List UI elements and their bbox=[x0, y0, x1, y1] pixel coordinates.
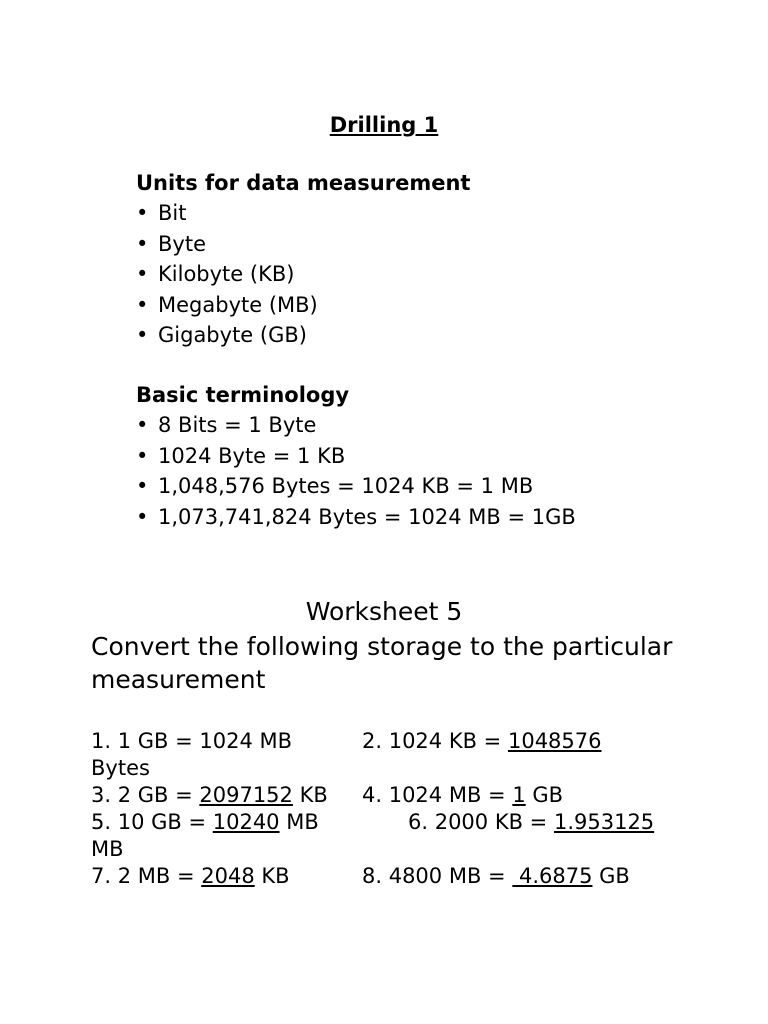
question-1: 1. 1 GB = 1024 MB bbox=[91, 729, 293, 753]
bullet-icon: • bbox=[136, 231, 149, 256]
page-title: Drilling 1 bbox=[329, 113, 439, 137]
bullet-icon: • bbox=[136, 443, 149, 468]
bullet-icon: • bbox=[136, 504, 149, 529]
question-2-unit: Bytes bbox=[91, 756, 150, 780]
list-item-text: Kilobyte (KB) bbox=[158, 262, 295, 286]
question-4: 4. 1024 MB = 1 GB bbox=[362, 783, 564, 807]
answer-value: 1.953125 bbox=[553, 810, 655, 834]
question-2: 2. 1024 KB = 1048576 bbox=[362, 729, 602, 753]
question-8: 8. 4800 MB = 4.6875 GB bbox=[362, 864, 630, 888]
question-5: 5. 10 GB = 10240 MB bbox=[91, 810, 319, 834]
question-6: 6. 2000 KB = 1.953125 bbox=[408, 810, 655, 834]
units-list bbox=[136, 198, 696, 351]
list-item-text: Byte bbox=[158, 231, 206, 256]
units-section bbox=[136, 168, 696, 351]
answer-value: 1 bbox=[512, 783, 526, 807]
list-item bbox=[136, 502, 696, 533]
bullet-icon: • bbox=[136, 201, 149, 225]
list-item-text: 1,048,576 Bytes = 1024 KB = 1 MB bbox=[158, 474, 534, 498]
list-item-text: Bit bbox=[158, 201, 187, 225]
answer-row bbox=[91, 863, 731, 890]
list-item bbox=[136, 471, 696, 502]
list-item bbox=[136, 290, 696, 321]
bullet-icon: • bbox=[136, 323, 149, 347]
list-item-text: Gigabyte (GB) bbox=[158, 323, 307, 347]
list-item-text: 1024 Byte = 1 KB bbox=[158, 443, 346, 468]
answer-grid bbox=[91, 728, 731, 890]
worksheet-instruction: Convert the following storage to the particular measurement bbox=[91, 632, 673, 694]
answer-value: 2048 bbox=[201, 864, 255, 888]
answer-value: 4.6875 bbox=[512, 864, 593, 888]
list-item bbox=[136, 198, 696, 229]
question-6-unit: MB bbox=[91, 837, 124, 861]
list-item bbox=[136, 410, 696, 441]
list-item-text: 1,073,741,824 Bytes = 1024 MB = 1GB bbox=[158, 504, 576, 529]
terminology-section bbox=[136, 380, 696, 532]
list-item bbox=[136, 229, 696, 260]
bullet-icon: • bbox=[136, 292, 149, 317]
answer-row bbox=[91, 809, 731, 863]
list-item bbox=[136, 259, 696, 290]
answer-row bbox=[91, 782, 731, 809]
answer-value: 2097152 bbox=[199, 783, 293, 807]
terminology-heading: Basic terminology bbox=[136, 383, 350, 407]
units-heading: Units for data measurement bbox=[136, 171, 471, 195]
answer-value: 1048576 bbox=[507, 729, 602, 753]
answer-row bbox=[91, 728, 731, 782]
terminology-list bbox=[136, 410, 696, 532]
answer-value: 10240 bbox=[212, 810, 280, 834]
question-7: 7. 2 MB = 2048 KB bbox=[91, 864, 290, 888]
list-item bbox=[136, 320, 696, 351]
list-item-text: Megabyte (MB) bbox=[158, 292, 318, 317]
worksheet-title: Worksheet 5 bbox=[305, 597, 463, 626]
bullet-icon: • bbox=[136, 262, 149, 286]
list-item-text: 8 Bits = 1 Byte bbox=[158, 413, 317, 437]
question-3: 3. 2 GB = 2097152 KB bbox=[91, 783, 328, 807]
bullet-icon: • bbox=[136, 474, 149, 498]
list-item bbox=[136, 441, 696, 472]
bullet-icon: • bbox=[136, 413, 149, 437]
